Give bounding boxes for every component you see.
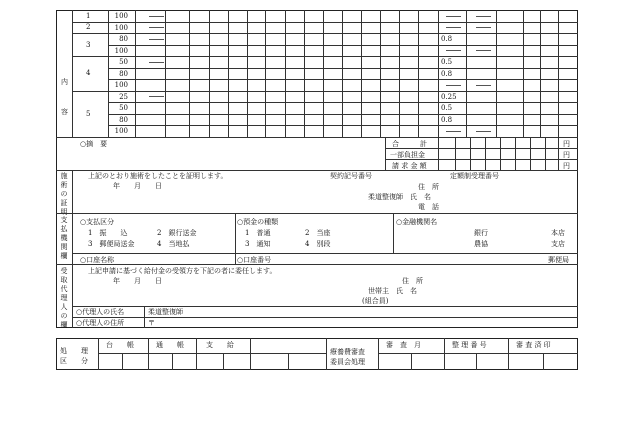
delegation-statement: 上記申請に基づく給付金の受領方を下記の者に委任します。	[88, 267, 277, 275]
agent-address-value: 〒	[148, 319, 155, 327]
claim-amount-label: 請 求 金 額	[392, 162, 427, 170]
row-percent: 100	[114, 23, 128, 32]
householder-name-label: 世帯主 氏 名	[368, 287, 417, 295]
provider-number-label: 定額制受理番号	[450, 172, 499, 180]
practitioner-name-label: 柔道整復師 氏 名	[368, 193, 431, 201]
row-percent: 100	[114, 127, 128, 135]
reviewed-stamp-label: 審 査 済 印	[516, 341, 551, 349]
payment-category-1: 1 振 込	[88, 229, 128, 237]
payment-category-4: 4 当地払	[157, 240, 190, 248]
ledger-label: 台 帳	[106, 341, 134, 349]
delegation-side-label: 受取代理人の欄	[60, 267, 68, 329]
phone-label: 電 話	[418, 203, 439, 211]
row-percent: 100	[114, 12, 128, 20]
bank-label: 銀行	[474, 229, 488, 237]
head-office-label: 本店	[551, 229, 565, 237]
group-number: 3	[86, 40, 91, 49]
payment-category-3: 3 郵便局送金	[88, 240, 135, 248]
content-side-label-top: 内	[61, 78, 68, 86]
passbook-label: 通 帳	[156, 341, 184, 349]
group-number: 1	[86, 11, 91, 20]
row-ratio: 0.25	[441, 92, 457, 101]
yen-label-2: 円	[563, 151, 570, 159]
row-ratio: 0.5	[441, 58, 453, 66]
account-number-label: ○口座番号	[237, 256, 272, 264]
yen-label-3: 円	[563, 162, 570, 170]
bank-title: ○金融機関名	[396, 218, 438, 226]
review-month-label: 審 査 月	[386, 341, 421, 349]
agent-name-value: 柔道整復師	[148, 308, 183, 316]
deposit-type-3: 3 通知	[245, 240, 271, 248]
yen-label-1: 円	[563, 140, 570, 148]
delegation-date: 年 月 日	[113, 277, 162, 285]
row-percent: 100	[114, 81, 128, 89]
certification-side-label: 施術の証明	[60, 172, 68, 216]
union-member-label: (組合員)	[362, 297, 389, 305]
processing-category-label: 処 理 区 分	[60, 347, 88, 365]
deposit-type-2: 2 当座	[305, 229, 331, 237]
row-percent: 25	[119, 92, 128, 101]
contract-number-label: 契約記号番号	[330, 172, 372, 180]
group-number: 5	[86, 109, 91, 118]
agent-address-label: ○代理人の住所	[76, 319, 125, 327]
agent-name-label: ○代理人の氏名	[76, 308, 125, 316]
row-ratio: 0.5	[441, 104, 453, 112]
row-percent: 100	[114, 46, 128, 55]
deposit-type-1: 1 普通	[245, 229, 271, 237]
remarks-label: ○摘 要	[80, 140, 108, 148]
account-name-label: ○口座名称	[80, 256, 115, 264]
content-side-label-bottom: 容	[61, 108, 68, 116]
partial-payment-label: 一部負担金	[390, 151, 425, 159]
serial-number-label: 整 理 番 号	[452, 341, 487, 349]
deposit-type-title: ○預金の種類	[237, 218, 279, 226]
row-ratio: 0.8	[441, 115, 453, 124]
group-number: 2	[86, 23, 91, 32]
post-office-label: 郵便局	[548, 256, 569, 264]
benefit-label: 支 給	[206, 341, 234, 349]
deposit-type-4: 4 別段	[305, 240, 331, 248]
row-percent: 50	[119, 58, 128, 66]
row-percent: 50	[119, 104, 128, 112]
total-label: 合 計	[392, 140, 427, 148]
group-number: 4	[86, 69, 91, 78]
row-ratio: 0.8	[441, 35, 453, 43]
certification-statement: 上記のとおり施術をしたことを証明します。	[88, 172, 228, 180]
row-percent: 80	[119, 35, 128, 43]
nokyo-label: 農協	[474, 240, 488, 248]
certification-address-label: 住 所	[418, 183, 439, 191]
row-percent: 80	[119, 115, 128, 124]
payment-category-2: 2 銀行送金	[157, 229, 197, 237]
delegation-address-label: 住 所	[402, 277, 423, 285]
payment-side-label: 支払機関欄	[60, 216, 68, 260]
processing-frame	[56, 338, 578, 370]
payment-category-title: ○支払区分	[80, 218, 115, 226]
row-percent: 80	[119, 69, 128, 78]
row-ratio: 0.8	[441, 69, 453, 78]
branch-label: 支店	[551, 240, 565, 248]
committee-label: 療養費審査 委員会処理	[330, 348, 365, 366]
certification-date: 年 月 日	[113, 182, 162, 190]
